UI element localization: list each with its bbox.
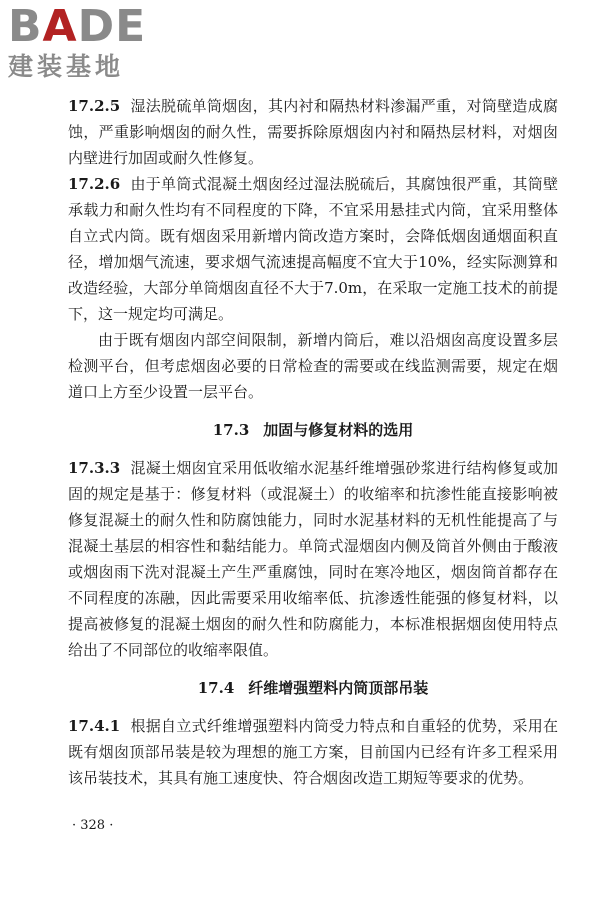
page-number: · 328 · (72, 818, 114, 833)
clause-17-2-6: 17.2.6 由于单筒式混凝土烟囱经过湿法脱硫后，其腐蚀很严重，其筒壁承载力和耐久性均有不同程度的下降，不宜采用悬挂式内筒，宜采用整体自立式内筒。既有烟囱采用新增内筒改造方案时，会降低烟囱通烟面积直径，增加烟气流速，要求烟气流速提高幅度不宜大于10%，经实际测算和改造经验，大部分单筒烟囱直径不大于7.0m，在采取一定施工技术的前提下，这一规定均可满足。 (68, 175, 558, 323)
clause-17-3-3: 17.3.3 混凝土烟囱宜采用低收缩水泥基纤维增强砂浆进行结构修复或加固的规定是基于：修复材料（或混凝土）的收缩率和抗渗性能直接影响被修复混凝土的耐久性和防腐蚀能力，同时水泥基材料的无机性能提高了与混凝土基层的相容性和黏结能力。单筒式湿烟囱内侧及筒首外侧由于酸液或烟囱雨下洗对混凝土产生严重腐蚀，同时在寒冷地区，烟囱筒首都存在不同程度的冻融，因此需要采用收缩率低、抗渗透性能强的修复材料，以提高被修复的混凝土烟囱的耐久性和防腐能力，本标准根据烟囱使用特点给出了不同部位的收缩率限值。 (68, 459, 558, 659)
section-heading-17-4: 17.4 纤维增强塑料内筒顶部吊装 (197, 679, 429, 697)
clause-17-2-5: 17.2.5 湿法脱硫单筒烟囱，其内衬和隔热材料渗漏严重，对筒壁造成腐蚀，严重影响烟囱的耐久性，需要拆除原烟囱内衬和隔热层材料，对烟囱内壁进行加固或耐久性修复。 (68, 97, 558, 167)
logo-wordmark: BADE (8, 1, 147, 52)
logo-subtitle: 建装基地 (8, 52, 125, 81)
clause-17-4-1: 17.4.1 根据自立式纤维增强塑料内筒受力特点和自重轻的优势，采用在既有烟囱顶部吊装是较为理想的施工方案，目前国内已经有许多工程采用该吊装技术，其具有施工速度快、符合烟囱改造工期短等要求的优势。 (68, 717, 558, 787)
explanation-paragraph: 由于既有烟囱内部空间限制，新增内筒后，难以沿烟囱高度设置多层检测平台，但考虑烟囱必要的日常检查的需要或在线监测需要，规定在烟道口上方至少设置一层平台。 (68, 331, 558, 401)
bade-logo (8, 1, 178, 84)
section-heading-17-3: 17.3 加固与修复材料的选用 (212, 421, 414, 439)
document-body (68, 93, 558, 791)
